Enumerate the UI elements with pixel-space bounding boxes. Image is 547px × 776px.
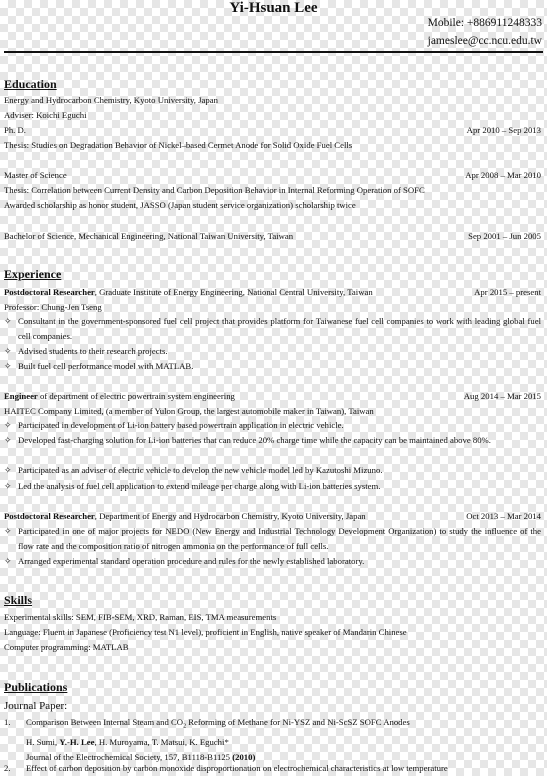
publication-title: Effect of carbon deposition by carbon monoxide disproportionation on electrochemical characteristics at low temperature	[26, 763, 448, 773]
job2-bullet-4: ✧ Led the analysis of fuel cell application to extend mileage per charge along with Li-ion batteries system.	[4, 479, 541, 494]
skills-programming: Computer programming: MATLAB	[4, 642, 129, 652]
header-divider	[4, 51, 543, 53]
resume-name: Yi-Hsuan Lee	[229, 0, 318, 16]
bachelor-dates: Sep 2001 – Jun 2005	[468, 231, 541, 241]
job2-role: Engineer	[4, 391, 38, 401]
publication-item-2	[4, 761, 541, 776]
job1-bullet-2: ✧ Advised students to their research projects.	[4, 344, 541, 359]
job3-bullet-2: ✧ Arranged experimental standard operation procedure and rules for the newly established laboratory.	[4, 554, 541, 569]
ms-award: Awarded scholarship as honor student, JASSO (Japan student service organization) scholarship twice	[4, 200, 356, 210]
job2-company: HAITEC Company Limited, (a member of Yulon Group, the largest automobile maker in Taiwan), Taiwan	[4, 406, 374, 416]
ms-degree: Master of Science	[4, 170, 67, 180]
diamond-bullet-icon: ✧	[4, 435, 12, 445]
job2-dates: Aug 2014 – Mar 2015	[463, 391, 541, 401]
mobile-number: Mobile: +886911248333	[427, 17, 542, 29]
education-heading: Education	[4, 77, 57, 91]
publication-title: Comparison Between Internal Steam and $CO_2$ Reforming of Methane for Ni-YSZ and Ni-ScSZ SOFC Anodes	[26, 717, 410, 730]
diamond-bullet-icon: ✧	[4, 526, 12, 536]
job1-professor: Professor: Chung-Jen Tseng	[4, 302, 102, 312]
job3-dates: Oct 2013 – Mar 2014	[466, 511, 541, 521]
phd-degree: Ph. D.	[4, 125, 26, 135]
diamond-bullet-icon: ✧	[4, 420, 12, 430]
publications-heading: Publications	[4, 680, 68, 694]
publication-number: 2.	[4, 763, 11, 773]
phd-thesis: Thesis: Studies on Degradation Behavior of Nickel–based Cermet Anode for Solid Oxide Fuel Cells	[4, 140, 353, 150]
publication-item-1	[4, 715, 541, 765]
diamond-bullet-icon: ✧	[4, 361, 12, 371]
job3-title	[4, 511, 366, 522]
diamond-bullet-icon: ✧	[4, 346, 12, 356]
diamond-bullet-icon: ✧	[4, 481, 12, 491]
education-adviser: Adviser: Koichi Eguchi	[4, 110, 87, 120]
job1-bullet-3: ✧ Built fuel cell performance model with MATLAB.	[4, 359, 541, 374]
job2-title	[4, 391, 235, 402]
job3-role: Postdoctoral Researcher	[4, 511, 95, 521]
skills-heading: Skills	[4, 593, 33, 607]
diamond-bullet-icon: ✧	[4, 316, 12, 326]
job1-org: , Graduate Institute of Energy Engineering, National Central University, Taiwan	[94, 287, 373, 297]
job1-title	[4, 287, 373, 298]
job1-role: Postdoctoral Researcher	[4, 287, 95, 297]
bachelor-degree: Bachelor of Science, Mechanical Engineering, National Taiwan University, Taiwan	[4, 231, 294, 241]
skills-experimental: Experimental skills: SEM, FIB-SEM, XRD, Raman, EIS, TMA measurements	[4, 612, 277, 622]
journal-paper-heading: Journal Paper:	[4, 700, 68, 712]
phd-dates: Apr 2010 – Sep 2013	[466, 125, 541, 135]
job3-bullet-1: ✧ Participated in one of major projects for NEDO (New Energy and Industrial Technology Development Organization) to study the influence of the flow rate and the composition ratio of nitrogen ammonia on the performance of full cells.	[4, 526, 541, 551]
job2-org: of department of electric powertrain system engineering	[37, 391, 235, 401]
publication-authors: H. Sumi, Y.-H. Lee, H. Muroyama, T. Matsui, K. Eguchi*	[26, 736, 229, 747]
job2-bullet-2: ✧ Developed fast-charging solution for Li-ion batteries that can reduce 20% charge time while the capacity can be maintained above 80%.	[4, 433, 541, 448]
diamond-bullet-icon: ✧	[4, 556, 12, 566]
diamond-bullet-icon: ✧	[4, 465, 12, 475]
skills-language: Language: Fluent in Japanese (Proficiency test N1 level), proficient in English, native speaker of Mandarin Chinese	[4, 627, 407, 637]
ms-dates: Apr 2008 – Mar 2010	[465, 170, 541, 180]
job1-bullet-1: ✧ Consultant in the government-sponsored fuel cell project that provides platform for Taiwanese fuel cell companies to work with leading global fuel cell companies.	[4, 316, 541, 341]
publication-number: 1.	[4, 717, 11, 727]
ms-thesis: Thesis: Correlation between Current Density and Carbon Deposition Behavior in Internal Reforming Operation of SOFC	[4, 185, 425, 195]
job1-dates: Apr 2015 – present	[474, 287, 541, 297]
publication-journal: Journal of the Electrochemical Society, 157, B1118-B1125 (2010)	[26, 751, 256, 762]
job2-bullet-3: ✧ Participated as an adviser of electric vehicle to develop the new vehicle model led by Kazutoshi Mizuno.	[4, 463, 541, 478]
email-address: jameslee@cc.ncu.edu.tw	[427, 35, 542, 47]
education-kyoto-program: Energy and Hydrocarbon Chemistry, Kyoto University, Japan	[4, 95, 218, 105]
experience-heading: Experience	[4, 267, 62, 281]
job3-org: , Department of Energy and Hydrocarbon Chemistry, Kyoto University, Japan	[94, 511, 366, 521]
job2-bullet-1: ✧ Participated in development of Li-ion battery based powertrain application in electric vehicle.	[4, 418, 541, 433]
